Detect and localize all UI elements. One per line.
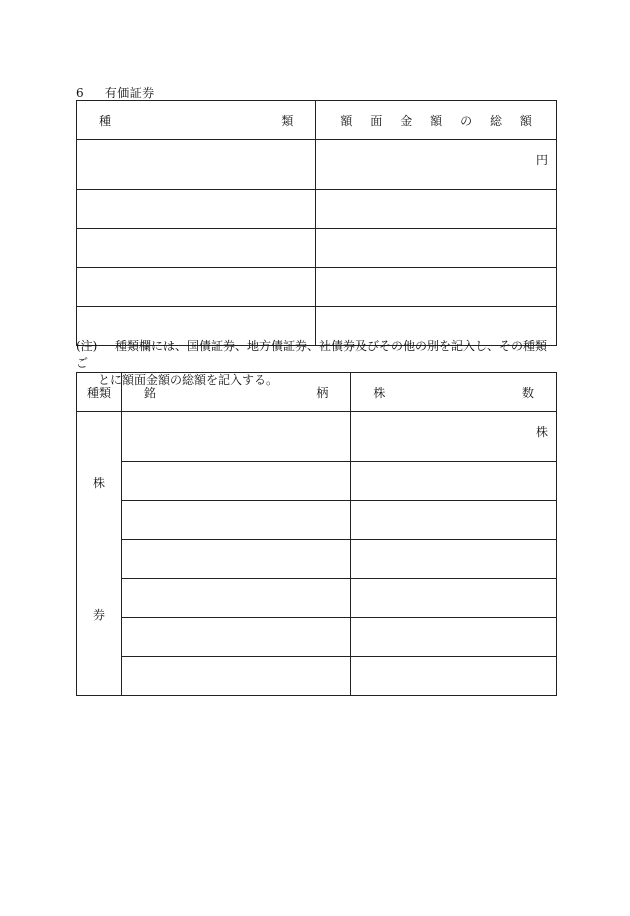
- header-char: 総: [489, 113, 502, 128]
- unit-label: 円: [535, 153, 548, 167]
- table-row: [77, 618, 557, 657]
- header-type-char-2: 類: [281, 113, 294, 128]
- header-total-face-value: [316, 101, 557, 140]
- securities-face-value-table: [76, 100, 557, 346]
- unit-label: 株: [535, 425, 548, 439]
- brand-cell[interactable]: [121, 462, 351, 501]
- shares-cell[interactable]: [351, 501, 557, 540]
- section-number: 6: [76, 86, 85, 100]
- brand-cell[interactable]: [121, 579, 351, 618]
- shares-cell[interactable]: [351, 618, 557, 657]
- shares-cell[interactable]: [351, 579, 557, 618]
- header-kind: 種類: [77, 373, 122, 412]
- header-char: 額: [519, 113, 532, 128]
- header-shares: [351, 373, 557, 412]
- table-row: [77, 501, 557, 540]
- amount-cell[interactable]: [316, 140, 557, 190]
- shares-cell[interactable]: [351, 657, 557, 696]
- brand-cell[interactable]: [121, 412, 351, 462]
- header-type-char-1: 種: [99, 113, 112, 128]
- table-row: [77, 462, 557, 501]
- table-row: [77, 140, 557, 190]
- header-char: 銘: [143, 385, 156, 400]
- header-char: 額: [340, 113, 353, 128]
- section-heading: [76, 84, 155, 101]
- header-char: 面: [370, 113, 383, 128]
- table-row: [77, 657, 557, 696]
- section-title: 有価証券: [104, 86, 155, 100]
- table-row: [77, 190, 557, 229]
- header-brand: [121, 373, 351, 412]
- header-char: 数: [521, 385, 534, 400]
- brand-cell[interactable]: [121, 501, 351, 540]
- type-cell[interactable]: [77, 190, 316, 229]
- type-cell[interactable]: [77, 140, 316, 190]
- header-type: [77, 101, 316, 140]
- shares-cell[interactable]: [351, 462, 557, 501]
- table-row: [77, 540, 557, 579]
- amount-cell[interactable]: [316, 268, 557, 307]
- note-marker: (注): [76, 339, 98, 353]
- shares-cell[interactable]: [351, 540, 557, 579]
- type-char-1: 株: [92, 476, 105, 490]
- brand-cell[interactable]: [121, 540, 351, 579]
- shares-cell[interactable]: [351, 412, 557, 462]
- header-char: 株: [373, 385, 386, 400]
- header-char: 金: [400, 113, 413, 128]
- table-row: [77, 579, 557, 618]
- note-line-2: とに額面金額の総額を記入する。: [98, 373, 279, 387]
- brand-cell[interactable]: [121, 618, 351, 657]
- header-char: 柄: [316, 385, 329, 400]
- stocks-table: [76, 372, 557, 696]
- header-char: の: [460, 113, 473, 128]
- header-char: 額: [430, 113, 443, 128]
- type-cell[interactable]: [77, 268, 316, 307]
- brand-cell[interactable]: [121, 657, 351, 696]
- type-cell[interactable]: [77, 229, 316, 268]
- amount-cell[interactable]: [316, 190, 557, 229]
- note-line-1: 種類欄には、国債証券、地方債証券、社債券及びその他の別を記入し、その種類ご: [76, 339, 548, 370]
- type-char-2: 券: [92, 608, 105, 622]
- table-row: [77, 268, 557, 307]
- table-header-row: [77, 373, 557, 412]
- amount-cell[interactable]: [316, 229, 557, 268]
- type-cell-stocks: [77, 412, 122, 696]
- table-row: [77, 412, 557, 462]
- table-header-row: [77, 101, 557, 140]
- table-row: [77, 229, 557, 268]
